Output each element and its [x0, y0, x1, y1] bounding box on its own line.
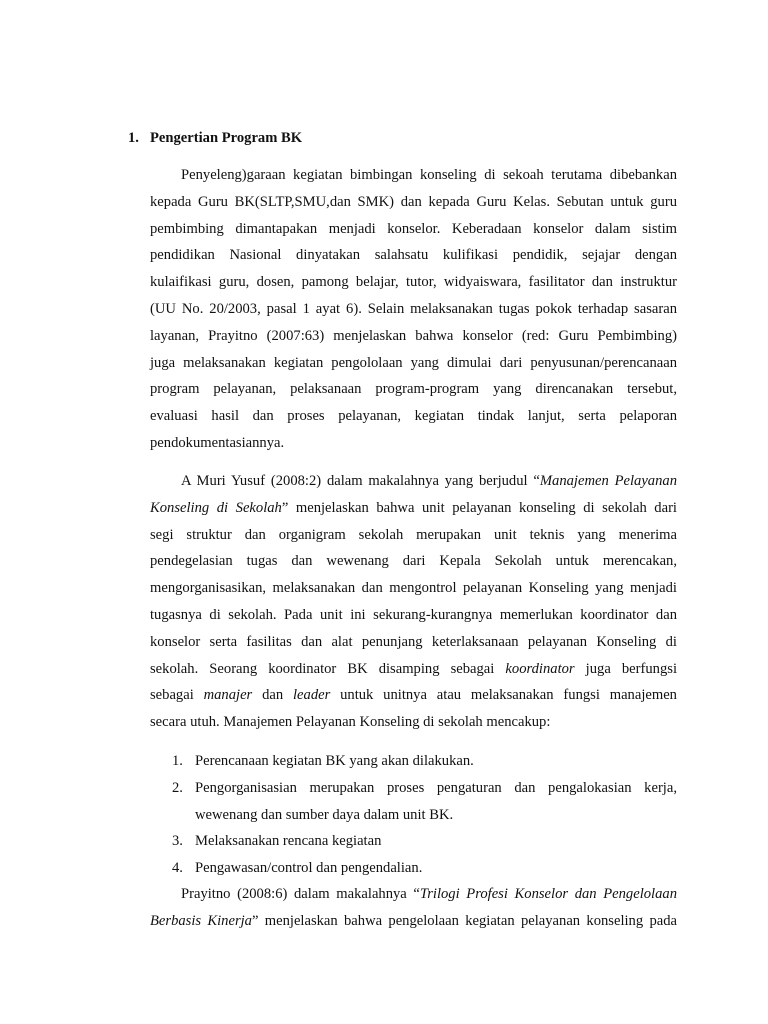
paragraph-line: pembimbing dimantapakan menjadi konselor. Keberadaan konselor dalam sistim [150, 220, 677, 237]
paragraph-line: Penyeleng)garaan kegiatan bimbingan konseling di sekoah terutama dibebankan [181, 167, 677, 183]
paragraph-line: pendegelasian tugas dan wewenang dari Kepala Sekolah untuk merencakan, [150, 553, 677, 570]
paragraph-line: program pelayanan, pelaksanaan program-program yang direncanakan tersebut, [150, 381, 677, 398]
paragraph-line: kepada Guru BK(SLTP,SMU,dan SMK) dan kepada Guru Kelas. Sebutan untuk guru [150, 193, 677, 210]
paragraph-line: kulaifikasi guru, dosen, pamong belajar, tutor, widyaiswara, fasilitator dan instruktur [150, 274, 677, 291]
text-run: untuk unitnya atau melaksanakan fungsi manajemen [330, 687, 677, 704]
text-run: dan [252, 687, 293, 704]
paragraph-line: segi struktur dan organigram sekolah merupakan unit teknis yang menerima [150, 526, 677, 543]
text-run: sekolah. Seorang koordinator BK disamping sebagai [150, 660, 506, 677]
list-number: 3. [172, 833, 183, 850]
list-number: 2. [172, 779, 183, 796]
paragraph-line [150, 908, 677, 935]
italic-title: Konseling di Sekolah [150, 499, 282, 516]
paragraph-muri-yusuf [150, 468, 677, 736]
paragraph-prayitno [150, 881, 677, 935]
paragraph-line [150, 682, 677, 709]
paragraph-line: layanan, Prayitno (2007:63) menjelaskan bahwa konselor (red: Guru Pembimbing) [150, 327, 677, 344]
italic-title: Trilogi Profesi Konselor dan Pengelolaan [419, 886, 677, 902]
italic-title: Berbasis Kinerja [150, 912, 252, 929]
list-text: Pengawasan/control dan pengendalian. [195, 860, 423, 877]
list-item [172, 775, 677, 829]
paragraph-line [150, 656, 677, 683]
list-item [172, 855, 677, 882]
list-number: 1. [172, 753, 183, 769]
italic-term: koordinator [505, 660, 575, 677]
list-item [172, 828, 677, 855]
list-text: Pengorganisasian merupakan proses pengaturan dan pengalokasian kerja, [195, 779, 677, 796]
paragraph-line [150, 495, 677, 522]
section-heading [128, 128, 302, 148]
list-text: Perencanaan kegiatan BK yang akan dilakukan. [195, 753, 474, 769]
paragraph-line: mengorganisasikan, melaksanakan dan mengontrol pelayanan Konseling yang menjadi [150, 580, 677, 597]
section-number: 1. [128, 130, 139, 146]
paragraph-line: secara utuh. Manajemen Pelayanan Konseling di sekolah mencakup: [150, 714, 551, 731]
italic-term: leader [292, 687, 331, 704]
paragraph-line: (UU No. 20/2003, pasal 1 ayat 6). Selain melaksanakan tugas pokok terhadap sasaran [150, 300, 677, 317]
management-list [172, 748, 677, 882]
list-text: Melaksanakan rencana kegiatan [195, 833, 382, 850]
paragraph-line: evaluasi hasil dan proses pelayanan, kegiatan tindak lanjut, serta pelaporan [150, 408, 677, 425]
paragraph-line [150, 881, 677, 908]
section-title: Pengertian Program BK [150, 130, 303, 146]
text-run: A Muri Yusuf (2008:2) dalam makalahnya yang berjudul “ [181, 473, 540, 489]
italic-title: Manajemen Pelayanan [539, 473, 677, 489]
paragraph-line: tugasnya di sekolah. Pada unit ini sekurang-kurangnya memerlukan koordinator dan [150, 606, 677, 623]
paragraph-definition [150, 162, 677, 457]
list-item [172, 748, 677, 775]
text-run: ” menjelaskan bahwa pengelolaan kegiatan pelayanan konseling pada [251, 912, 677, 929]
italic-term: manajer [203, 687, 253, 704]
paragraph-line: pendokumentasiannya. [150, 434, 285, 451]
paragraph-line: pendidikan Nasional dinyatakan salahsatu kulifikasi pendidik, sejajar dengan [150, 247, 677, 264]
paragraph-line: konselor serta fasilitas dan alat penunjang keterlaksanaan pelayanan Konseling di [150, 633, 677, 650]
text-run: juga berfungsi [574, 660, 677, 677]
list-number: 4. [172, 860, 183, 877]
text-run: Prayitno (2008:6) dalam makalahnya “ [181, 886, 420, 902]
text-run: sebagai [150, 687, 204, 704]
paragraph-line: juga melaksanakan kegiatan pengololaan yang dimulai dari penyusunan/perencanaan [150, 354, 677, 371]
list-text: wewenang dan sumber daya dalam unit BK. [195, 806, 454, 823]
paragraph-line [150, 468, 677, 495]
text-run: ” menjelaskan bahwa unit pelayanan konseling di sekolah dari [281, 499, 677, 516]
